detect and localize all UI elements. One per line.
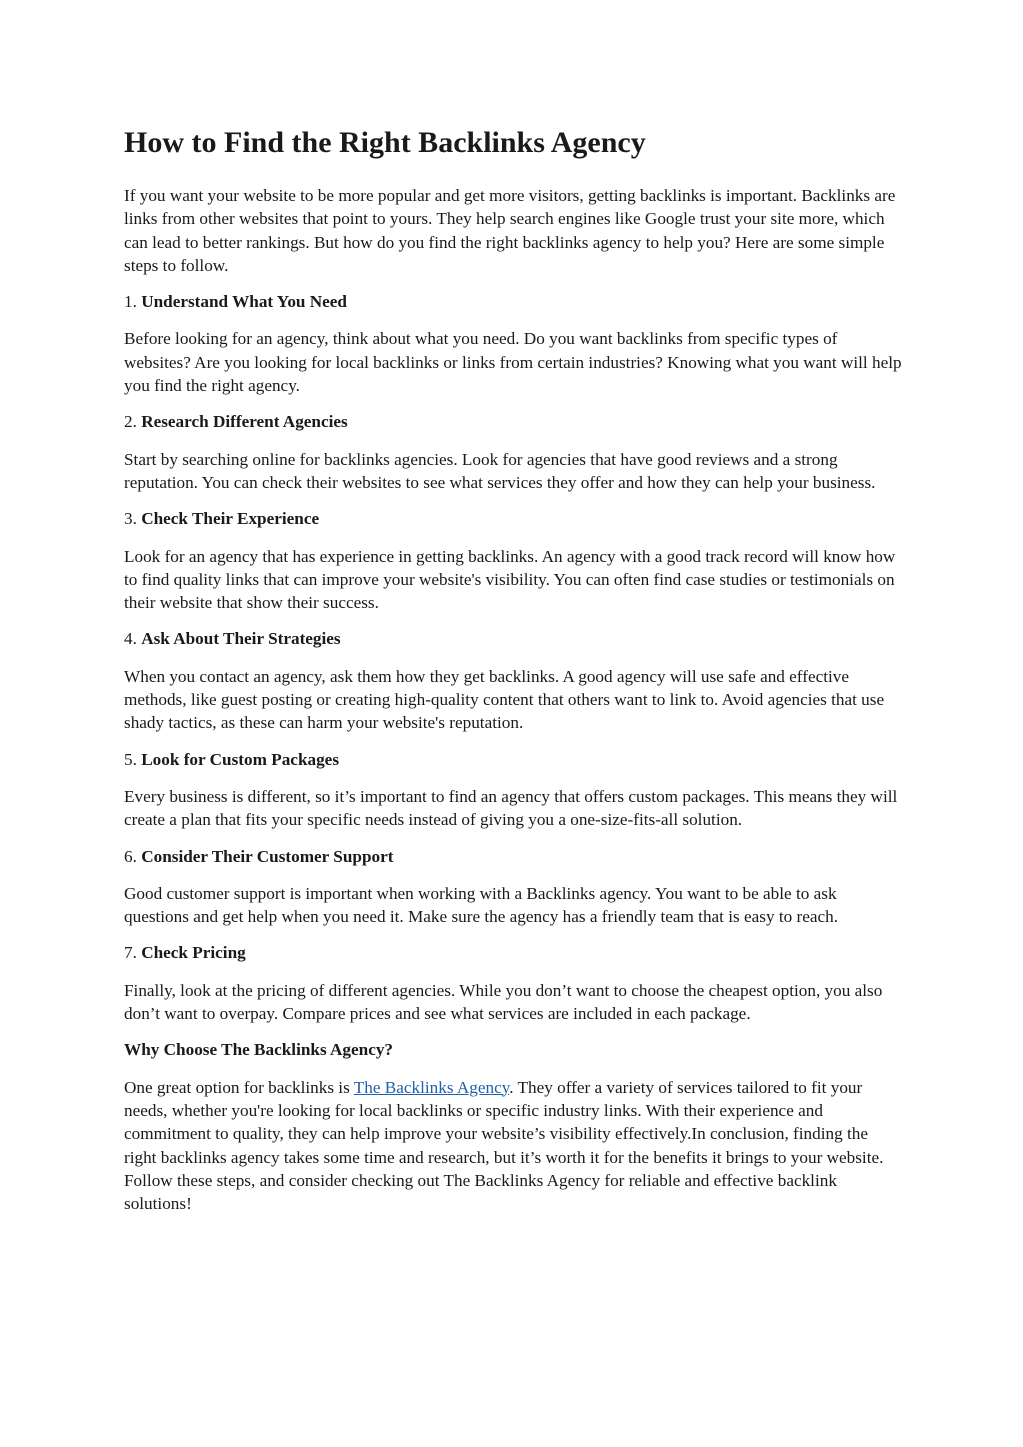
section-title: Research Different Agencies <box>141 412 348 432</box>
section-number: 2. <box>124 412 137 432</box>
why-heading <box>124 1038 904 1061</box>
section-heading-5 <box>124 748 904 771</box>
section-number: 1. <box>124 292 137 312</box>
section-body-5: Every business is different, so it’s important to find an agency that offers custom packages. This means they will create a plan that fits your specific needs instead of giving you a one-size-fits-all solution. <box>124 786 898 830</box>
section-title: Ask About Their Strategies <box>141 629 341 649</box>
section-number: 6. <box>124 846 137 866</box>
section-body-7: Finally, look at the pricing of different agencies. While you don’t want to choose the cheapest option, you also don’t want to overpay. Compare prices and see what services are included in each package. <box>124 980 883 1024</box>
section-number: 7. <box>124 943 137 963</box>
section-body-2: Start by searching online for backlinks agencies. Look for agencies that have good reviews and a strong reputation. You can check their websites to see what services they offer and how they can help your business. <box>124 449 876 492</box>
section-heading-3 <box>124 507 904 530</box>
section-heading-4 <box>124 627 904 650</box>
section-body-1: Before looking for an agency, think about what you need. Do you want backlinks from specific types of websites? Are you looking for local backlinks or links from certain industries? Knowing what you want will help you find the right agency. <box>124 329 902 396</box>
intro-paragraph: If you want your website to be more popular and get more visitors, getting backlinks is important. Backlinks are links from other websites that point to yours. They help search engines like Google trust your site more, which can lead to better rankings. But how do you find the right backlinks agency to help you? Here are some simple steps to follow. <box>124 186 896 275</box>
section-body-4: When you contact an agency, ask them how they get backlinks. A good agency will use safe and effective methods, like guest posting or creating high-quality content that others want to link to. Avoid agencies that use shady tactics, as these can harm your website's reputation. <box>124 666 885 733</box>
section-title: Consider Their Customer Support <box>141 846 394 866</box>
section-number: 3. <box>124 509 137 529</box>
page-title: How to Find the Right Backlinks Agency <box>124 126 646 159</box>
backlinks-agency-link[interactable]: The Backlinks Agency <box>353 1077 510 1097</box>
section-body-3: Look for an agency that has experience in getting backlinks. An agency with a good track record will know how to find quality links that can improve your website's visibility. You can often find case studies or testimonials on their website that show their success. <box>124 546 896 613</box>
why-text-after: . They offer a variety of services tailored to fit your needs, whether you're looking for local backlinks or specific industry links. With their experience and commitment to quality, they can help improve your website’s visibility effectively.In conclusion, finding the right backlinks agency takes some time and research, but it’s worth it for the benefits it brings to your website. Follow these steps, and consider checking out The Backlinks Agency for reliable and effective backlink solutions! <box>124 1077 884 1214</box>
section-heading-7 <box>124 941 904 964</box>
why-title: Why Choose The Backlinks Agency? <box>124 1040 394 1060</box>
why-paragraph <box>124 1076 904 1216</box>
why-text-before: One great option for backlinks is <box>124 1077 354 1097</box>
document-page <box>124 122 904 1228</box>
section-number: 4. <box>124 629 137 649</box>
section-title: Check Pricing <box>141 943 246 963</box>
section-title: Check Their Experience <box>141 509 320 529</box>
section-body-6: Good customer support is important when working with a Backlinks agency. You want to be able to ask questions and get help when you need it. Make sure the agency has a friendly team that is easy to reach. <box>124 883 839 927</box>
section-heading-2 <box>124 410 904 433</box>
section-title: Look for Custom Packages <box>141 749 340 769</box>
section-heading-1 <box>124 290 904 313</box>
section-number: 5. <box>124 749 137 769</box>
section-title: Understand What You Need <box>141 292 347 312</box>
section-heading-6 <box>124 845 904 868</box>
